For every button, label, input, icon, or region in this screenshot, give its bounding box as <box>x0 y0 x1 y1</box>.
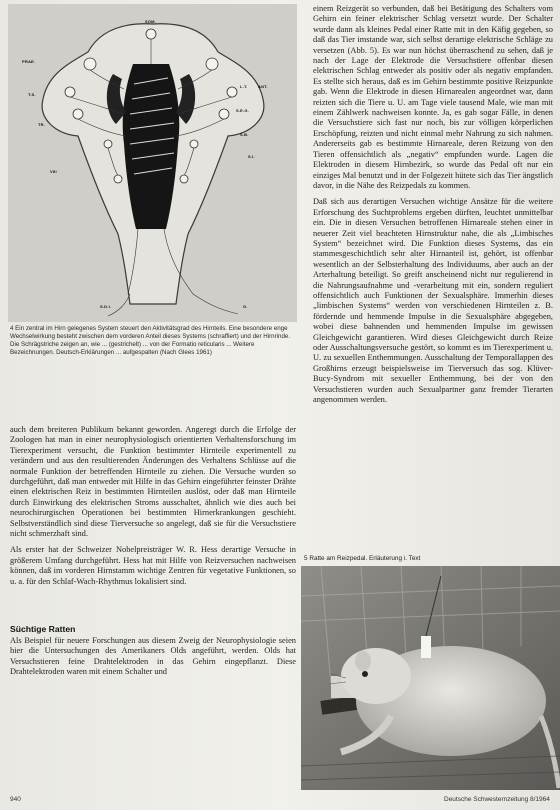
section-heading: Süchtige Ratten <box>10 624 76 634</box>
label-g: G. <box>243 304 248 309</box>
label-lt: L.T. <box>240 84 248 89</box>
rat-photo <box>301 566 560 790</box>
paragraph: Als Beispiel für neuere Forschungen aus diesem Zweig der Neurophysiologie seien hier die Untersuchungen des Amerikaners Olds angeführt, werden. Olds hat Versuchstieren feine Drahtelektroden in das Gehirn eingepflanzt. Diese Drahtelektroden waren mit einem Schalter und <box>10 636 296 677</box>
label-som: SOM. <box>145 19 157 24</box>
label-viii: VIII <box>50 169 57 174</box>
paragraph: einem Reizgerät so verbunden, daß bei Betätigung des Schalters vom Gehirn ein feiner elektrischer Schlag versetzt wurde. Der Schalter wurde dann als kleines Pedal einer Ratte mit in den Käfig gegeben, so daß das Tier imstande war, sich selbst derartige elektrische Schläge zu versetzen (Abb. 5). Es war nun höchst überraschend zu sehen, daß je nach der Lage der Elektrode die Versuchstiere offenbar diesen elektrischen Schlag entweder als positiv oder als negativ empfanden. Es stellte sich heraus, daß es im Gehirn bestimmte positive Reizpunkte gab. Wenn die Elektrode in diesen Hirnarealen angeordnet war, dann reizten sich die Tiere u. U. am Tage viele tausend Male, wie man mit einem Zählwerk nachweisen konnte. Ja, es gab sogar Fälle, in denen die Versuchstiere sich fast nur noch, bis zur völligen körperlichen Erschöpfung, reizten und nicht einmal mehr Nahrung zu sich nahmen. Andererseits gab es bestimmte Hirnareale, deren Reizung von den Tieren offensichtlich als „negativ“ empfunden wurde. Lagen die Elektroden in diesem Hirnbezirk, so wurde das Pedal oft nur ein einziges Mal benutzt und in der Folgezeit hütete sich das Tier ängstlich davor, in die Nähe des Reizpedals zu kommen. <box>313 4 553 190</box>
paragraph: Als erster hat der Schweizer Nobelpreisträger W. R. Hess derartige Versuche in größerem Umfang durchgeführt. Hess hat mit Hilfe von Reizversuchen nachweisen können, daß im vorderen Hirnstamm wichtige Zentren für vegetative Funktionen, so u. a. für den Schlaf-Wach-Rhythmus lokalisiert sind. <box>10 545 296 586</box>
rat-photo-image <box>301 566 560 790</box>
photo-caption: 5 Ratte am Reizpedal. Erläuterung i. Text <box>304 555 421 562</box>
brain-diagram-figure <box>8 4 297 322</box>
label-si: S.I. <box>248 154 255 159</box>
label-tr: TR. <box>38 122 46 127</box>
paragraph: auch dem breiteren Publikum bekannt geworden. Angeregt durch die Erfolge der Zoologen hat man in einer neurophysiologisch orientierten Verhaltensforschung im Tierexperiment versucht, die Funktion bestimmter Hirnteile experimentell zu verändern und aus den resultierenden Änderungen des Verhaltens Schlüsse auf die normale Funktion der betreffenden Hirnteile zu ziehen. Die Versuche wurden so durchgeführt, daß man entweder mit Hilfe in das Gehirn eingeführter feinster Drähte einen elektrischen Reiz in bestimmten Hirnteilen auslöst, oder daß man Hirnteile durch Einwirkung des elektrischen Stroms ausschaltet, ähnlich wie dies auch bei neurochirurgischen Operationen bei bestimmten Hirnerkrankungen geschieht. Selbstverständlich sind diese Tierversuche so angelegt, daß sie für die Versuchstiere nicht schmerzhaft sind. <box>10 425 296 539</box>
label-sb: S.B. <box>240 132 249 137</box>
label-ant: ANT. <box>258 84 268 89</box>
label-sdi: S.D.I. <box>100 304 112 309</box>
right-column <box>313 4 553 405</box>
page-number: 940 <box>10 796 21 803</box>
brain-diagram <box>8 4 297 322</box>
journal-title: Deutsche Schwesternzeitung 8/1964 <box>444 796 550 803</box>
left-column <box>10 425 296 587</box>
left-column-lower <box>10 636 296 678</box>
label-seg: S.E.G. <box>236 108 249 113</box>
paragraph: Daß sich aus derartigen Versuchen wichtige Ansätze für die weitere Erforschung des Suchtproblems ergeben dürften, leuchtet unmittelbar ein. Die in diesen Versuchen betroffenen Hirnareale stehen einer in neuerer Zeit viel beachteten Hirnstruktur nahe, die als „Limbisches System“ bezeichnet wird. Die Funktion dieses Systems, das ein stammesgeschichtlich sehr alter Hirnanteil ist, gehört, ist offenbar wesentlich an der Selbsterhaltung des Individuums, aber auch an der Arterhaltung beteiligt. So greift anscheinend nicht nur regulierend in die Nahrungsaufnahme und -verarbeitung mit ein, sondern reguliert offensichtlich auch Funktionen der Sexualsphäre. Immerhin dieses „limbischen Systems“ werden von verschiedenen Hirnteilen z. B. fördernde und hemmende Impulse in die Sexualsphäre abgegeben, wobei diese bahnenden und hemmenden Impulse im gewissen Gleichgewicht garantieren. Wird dieses Gleichgewicht durch Reize oder Ausschaltungsversuche gestört, so kommt es im Tierexperiment u. U. zu sexuellen Enthemmungen. Ausschaltung der Temporallappen des Großhirns erzeugt beispielsweise im Tierversuch das sog. Klüver-Bucy-Syndrom mit sexueller Enthemmung, bei der von den Versuchstieren wurden auch Sexualpartner ganz fremder Tierarten angenommen werden. <box>313 197 553 405</box>
label-prae: PRAE. <box>22 59 36 64</box>
figure-caption: 4 Ein zentral im Hirn gelegenes System steuert den Aktivitätsgrad des Hirnteils. Eine besondere enge Wechselwirkung besteht zwischen dem vorderen Anteil dieses Systems (schraffiert) und der Hirnrinde. Die Schrägstriche zeigen an, wie ... (gestrichelt) ... von der Formatio reticularis ... Weitere Bezeichnungen. Deutsch-Erklärungen ... aufgespalten (Nach Glees 1961) <box>10 325 291 357</box>
label-ts: T.S. <box>28 92 36 97</box>
